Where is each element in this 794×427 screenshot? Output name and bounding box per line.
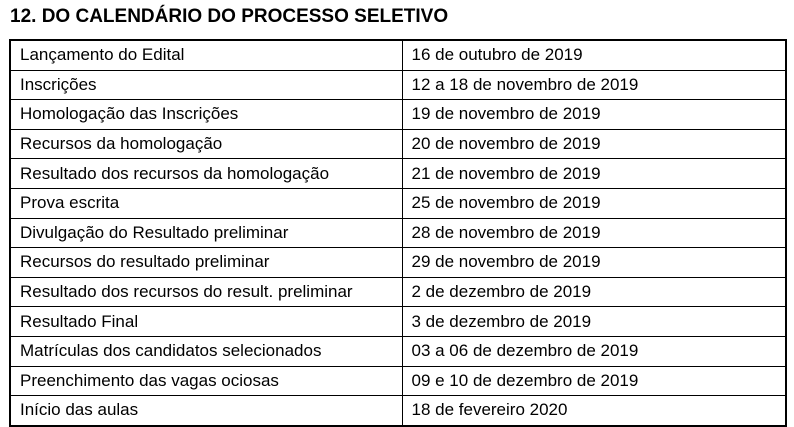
event-cell: Matrículas dos candidatos selecionados — [10, 336, 402, 366]
table-row — [10, 336, 786, 366]
table-row — [10, 277, 786, 307]
date-cell: 09 e 10 de dezembro de 2019 — [402, 366, 786, 396]
event-cell: Recursos do resultado preliminar — [10, 248, 402, 278]
event-cell: Prova escrita — [10, 188, 402, 218]
table-row — [10, 248, 786, 278]
date-cell: 18 de fevereiro 2020 — [402, 396, 786, 426]
date-cell: 25 de novembro de 2019 — [402, 188, 786, 218]
date-cell: 16 de outubro de 2019 — [402, 40, 786, 70]
date-cell: 29 de novembro de 2019 — [402, 248, 786, 278]
event-cell: Homologação das Inscrições — [10, 100, 402, 130]
event-cell: Preenchimento das vagas ociosas — [10, 366, 402, 396]
date-cell: 03 a 06 de dezembro de 2019 — [402, 336, 786, 366]
table-row — [10, 188, 786, 218]
event-cell: Resultado dos recursos da homologação — [10, 159, 402, 189]
date-cell: 21 de novembro de 2019 — [402, 159, 786, 189]
event-cell: Recursos da homologação — [10, 129, 402, 159]
table-row — [10, 40, 786, 70]
date-cell: 3 de dezembro de 2019 — [402, 307, 786, 337]
section-title: 12. DO CALENDÁRIO DO PROCESSO SELETIVO — [10, 6, 449, 27]
table-row — [10, 129, 786, 159]
date-cell: 2 de dezembro de 2019 — [402, 277, 786, 307]
table-row — [10, 396, 786, 426]
event-cell: Lançamento do Edital — [10, 40, 402, 70]
table-row — [10, 307, 786, 337]
date-cell: 19 de novembro de 2019 — [402, 100, 786, 130]
table-row — [10, 100, 786, 130]
event-cell: Divulgação do Resultado preliminar — [10, 218, 402, 248]
event-cell: Resultado dos recursos do result. preliminar — [10, 277, 402, 307]
event-cell: Resultado Final — [10, 307, 402, 337]
table-row — [10, 159, 786, 189]
table-row — [10, 218, 786, 248]
date-cell: 12 a 18 de novembro de 2019 — [402, 70, 786, 100]
calendar-table — [9, 39, 787, 427]
date-cell: 20 de novembro de 2019 — [402, 129, 786, 159]
date-cell: 28 de novembro de 2019 — [402, 218, 786, 248]
table-row — [10, 366, 786, 396]
table-row — [10, 70, 786, 100]
event-cell: Inscrições — [10, 70, 402, 100]
event-cell: Início das aulas — [10, 396, 402, 426]
